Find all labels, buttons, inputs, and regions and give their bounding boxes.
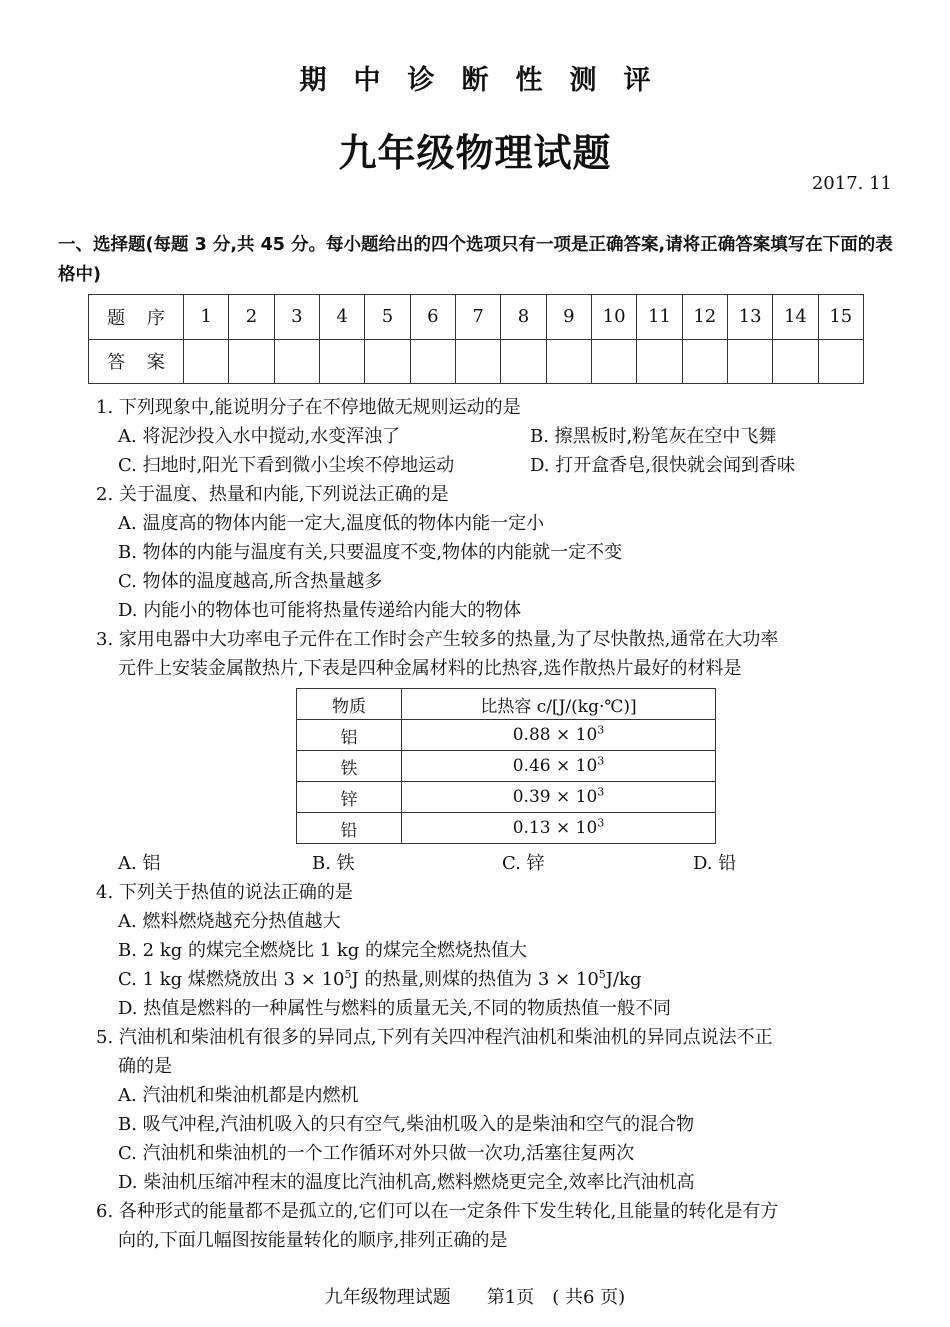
answer-cell[interactable]: [773, 339, 818, 384]
q1-option-b: B. 擦黑板时,粉笔灰在空中飞舞: [530, 426, 777, 447]
answer-cell[interactable]: [546, 339, 591, 384]
answer-cell[interactable]: [455, 339, 500, 384]
q4-option-d: D. 热值是燃料的一种属性与燃料的质量无关,不同的物质热值一般不同: [118, 998, 671, 1019]
answer-cell[interactable]: [365, 339, 410, 384]
answer-cell[interactable]: [184, 339, 229, 384]
question-number-cell: 2: [229, 295, 274, 340]
specific-heat-header-row: [297, 689, 716, 720]
q1-option-c: C. 扫地时,阳光下看到微小尘埃不停地运动: [118, 455, 455, 476]
answer-cell[interactable]: [229, 339, 274, 384]
capacity-exponent: 3: [597, 754, 605, 768]
q4-c-text-2: J 的热量,则煤的热值为 3 × 10: [351, 969, 599, 990]
question-number-cell: 10: [591, 295, 636, 340]
question-number-cell: 15: [818, 295, 863, 340]
capacity-cell: [402, 720, 716, 751]
table-row: [297, 782, 716, 813]
q3-option-b: B. 铁: [312, 853, 355, 874]
answer-cell[interactable]: [274, 339, 319, 384]
q2-option-a: A. 温度高的物体内能一定大,温度低的物体内能一定小: [118, 513, 545, 534]
capacity-cell: [402, 813, 716, 844]
exam-type-heading: 期中诊断性测评: [299, 65, 678, 96]
answer-cell[interactable]: [410, 339, 455, 384]
substance-cell: 锌: [297, 782, 402, 813]
q3-stem-line2: 元件上安装金属散热片,下表是四种金属材料的比热容,选作散热片最好的材料是: [118, 658, 742, 679]
capacity-header: 比热容 c/[J/(kg·℃)]: [402, 689, 716, 720]
q5-option-c: C. 汽油机和柴油机的一个工作循环对外只做一次功,活塞往复两次: [118, 1143, 635, 1164]
q5-stem-line1: 5. 汽油机和柴油机有很多的异同点,下列有关四冲程汽油机和柴油机的异同点说法不正: [96, 1027, 773, 1048]
capacity-value: 0.13 × 10: [512, 818, 598, 838]
question-number-cell: 14: [773, 295, 818, 340]
q2-option-d: D. 内能小的物体也可能将热量传递给内能大的物体: [118, 600, 522, 621]
answer-cell[interactable]: [637, 339, 682, 384]
q6-stem-line1: 6. 各种形式的能量都不是孤立的,它们可以在一定条件下发生转化,且能量的转化是有方: [96, 1201, 779, 1222]
question-number-cell: 12: [682, 295, 727, 340]
q1-option-a: A. 将泥沙投入水中搅动,水变浑浊了: [118, 426, 401, 447]
q4-c-exponent-2: 5: [598, 968, 606, 981]
number-row-label: 题 序: [89, 295, 184, 340]
exam-date: 2017. 11: [811, 173, 892, 194]
q4-option-a: A. 燃料燃烧越充分热值越大: [118, 911, 341, 932]
question-number-cell: 6: [410, 295, 455, 340]
capacity-exponent: 3: [597, 723, 605, 737]
answer-row-label: 答 案: [89, 339, 184, 384]
q4-c-exponent-1: 5: [344, 968, 352, 981]
answer-cell[interactable]: [682, 339, 727, 384]
specific-heat-table: [296, 688, 716, 844]
q5-option-a: A. 汽油机和柴油机都是内燃机: [118, 1085, 359, 1106]
substance-cell: 铅: [297, 813, 402, 844]
q3-option-c: C. 锌: [502, 853, 545, 874]
answer-cell[interactable]: [727, 339, 772, 384]
answer-cell[interactable]: [501, 339, 546, 384]
question-number-cell: 3: [274, 295, 319, 340]
question-number-cell: 8: [501, 295, 546, 340]
q2-option-b: B. 物体的内能与温度有关,只要温度不变,物体的内能就一定不变: [118, 542, 623, 563]
q1-stem: 1. 下列现象中,能说明分子在不停地做无规则运动的是: [96, 397, 521, 418]
q5-stem-line2: 确的是: [118, 1056, 172, 1077]
q3-option-d: D. 铅: [693, 853, 737, 874]
capacity-value: 0.39 × 10: [512, 787, 598, 807]
question-number-cell: 11: [637, 295, 682, 340]
capacity-cell: [402, 782, 716, 813]
answer-cell[interactable]: [818, 339, 863, 384]
question-number-cell: 4: [319, 295, 364, 340]
capacity-value: 0.46 × 10: [512, 756, 598, 776]
table-row: [297, 720, 716, 751]
q1-option-d: D. 打开盒香皂,很快就会闻到香味: [530, 455, 795, 476]
page-title: 九年级物理试题: [338, 130, 612, 175]
substance-cell: 铝: [297, 720, 402, 751]
q4-option-c: [118, 969, 642, 991]
capacity-exponent: 3: [597, 785, 605, 799]
section-one-instruction: 一、选择题(每题 3 分,共 45 分。每小题给出的四个选项只有一项是正确答案,请将正确答案填写在下面的表格中): [58, 235, 893, 285]
q4-c-text-3: J/kg: [605, 969, 642, 990]
answer-cell[interactable]: [591, 339, 636, 384]
q5-option-b: B. 吸气冲程,汽油机吸入的只有空气,柴油机吸入的是柴油和空气的混合物: [118, 1114, 695, 1135]
table-row: [297, 751, 716, 782]
page-footer: 九年级物理试题 第1页 ( 共6 页): [324, 1287, 626, 1308]
q5-option-d: D. 柴油机压缩冲程末的温度比汽油机高,燃料燃烧更完全,效率比汽油机高: [118, 1172, 695, 1193]
q2-stem: 2. 关于温度、热量和内能,下列说法正确的是: [96, 484, 449, 505]
question-number-cell: 7: [455, 295, 500, 340]
q3-option-a: A. 铝: [118, 853, 161, 874]
answer-table: [88, 294, 864, 384]
answer-table-number-row: [89, 295, 864, 340]
q4-c-text-1: C. 1 kg 煤燃烧放出 3 × 10: [118, 969, 345, 990]
capacity-value: 0.88 × 10: [512, 725, 598, 745]
q2-option-c: C. 物体的温度越高,所含热量越多: [118, 571, 383, 592]
question-number-cell: 13: [727, 295, 772, 340]
q4-option-b: B. 2 kg 的煤完全燃烧比 1 kg 的煤完全燃烧热值大: [118, 940, 528, 961]
capacity-cell: [402, 751, 716, 782]
question-number-cell: 9: [546, 295, 591, 340]
capacity-exponent: 3: [597, 816, 605, 830]
question-number-cell: 5: [365, 295, 410, 340]
substance-header: 物质: [297, 689, 402, 720]
q3-stem-line1: 3. 家用电器中大功率电子元件在工作时会产生较多的热量,为了尽快散热,通常在大功率: [96, 629, 779, 650]
question-number-cell: 1: [184, 295, 229, 340]
table-row: [297, 813, 716, 844]
substance-cell: 铁: [297, 751, 402, 782]
answer-cell[interactable]: [319, 339, 364, 384]
q6-stem-line2: 向的,下面几幅图按能量转化的顺序,排列正确的是: [118, 1230, 508, 1251]
answer-table-answer-row: [89, 339, 864, 384]
q4-stem: 4. 下列关于热值的说法正确的是: [96, 882, 353, 903]
